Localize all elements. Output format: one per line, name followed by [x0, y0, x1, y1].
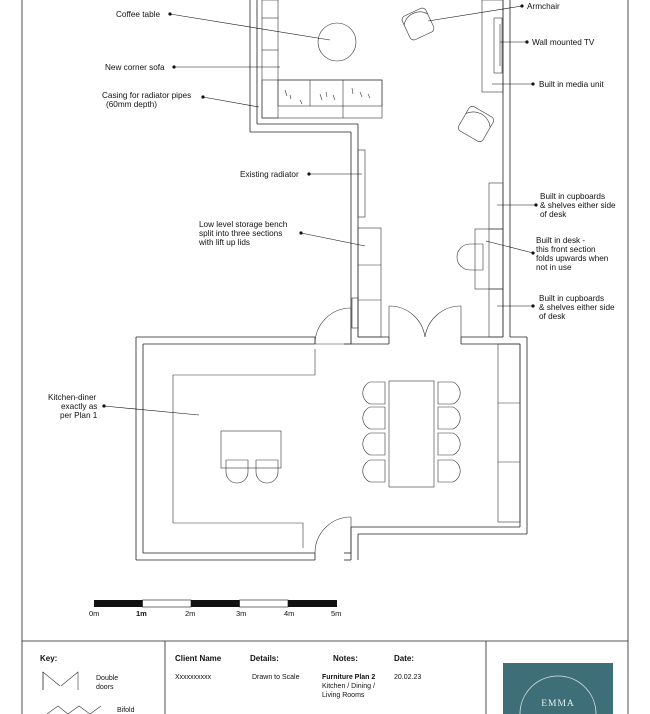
scale-tick-0: 0m: [89, 609, 100, 618]
annotation-new-sofa: [105, 63, 280, 72]
details-value: Drawn to Scale: [252, 674, 300, 681]
annotation-casing: [102, 91, 259, 109]
label-desk-4: not in use: [536, 263, 572, 272]
notes-value-2: Kitchen / Dining /: [322, 683, 375, 690]
label-cupboards-top-3: of desk: [540, 210, 567, 219]
armchair-lower: [457, 105, 495, 143]
label-casing-line1: Casing for radiator pipes: [102, 91, 192, 100]
media-unit: [482, 0, 503, 92]
dining-table: [363, 381, 460, 487]
key-double-label-1: Double: [96, 675, 119, 682]
label-kitchen-2: exactly as: [61, 402, 98, 411]
label-new-sofa: New corner sofa: [105, 63, 165, 72]
annotation-coffee-table: [116, 10, 330, 40]
label-kitchen-1: Kitchen-diner: [48, 393, 97, 402]
client-value: Xxxxxxxxxx: [175, 674, 212, 681]
annotation-media-unit: [492, 80, 604, 89]
label-wall-tv: Wall mounted TV: [532, 38, 595, 47]
label-cupboards-top-2: & shelves either side: [540, 201, 616, 210]
title-block: [40, 641, 613, 714]
label-kitchen-3: per Plan 1: [60, 411, 98, 420]
scale-tick-5: 5m: [331, 609, 342, 618]
label-cupboards-bottom-3: of desk: [539, 312, 566, 321]
scale-tick-4: 4m: [284, 609, 295, 618]
scale-tick-1: 1m: [136, 609, 147, 618]
label-bench-2: split into three sections: [199, 229, 283, 238]
label-radiator: Existing radiator: [240, 170, 299, 179]
door-swings: [315, 306, 461, 553]
walls: [136, 0, 527, 560]
label-media-unit: Built in media unit: [539, 80, 604, 89]
scale-tick-3: 3m: [236, 609, 247, 618]
scale-bar: [89, 600, 341, 618]
annotation-kitchen: [48, 393, 199, 420]
bifold-doors-icon: [47, 706, 101, 714]
label-armchair: Armchair: [527, 2, 560, 11]
date-value: 20.02.23: [394, 674, 422, 681]
label-coffee-table: Coffee table: [116, 10, 161, 19]
annotation-radiator: [240, 170, 362, 179]
annotation-cupboards-top: [497, 192, 616, 219]
annotation-bench: [198, 220, 365, 247]
radiator: [358, 150, 365, 217]
label-bench-1: Low level storage bench: [199, 220, 288, 229]
notes-value-1: Furniture Plan 2: [322, 674, 376, 681]
date-heading: Date:: [394, 654, 415, 663]
key-heading: Key:: [40, 654, 58, 663]
label-bench-3: with lift up lids: [199, 238, 250, 247]
double-doors-icon: [43, 672, 78, 690]
details-heading: Details:: [250, 654, 279, 663]
label-cupboards-bottom-2: & shelves either side: [539, 303, 615, 312]
label-cupboards-bottom-1: Built in cupboards: [539, 294, 605, 303]
label-casing-line2: (60mm depth): [106, 100, 157, 109]
label-desk-1: Built in desk -: [536, 236, 586, 245]
client-heading: Client Name: [175, 654, 222, 663]
corner-sofa: [262, 0, 382, 118]
company-logo: [503, 663, 613, 714]
annotation-wall-tv: [500, 38, 595, 47]
key-bifold-label: Bifold: [117, 707, 135, 714]
key-double-label-2: doors: [96, 684, 114, 691]
annotation-cupboards-bottom: [497, 294, 615, 321]
label-cupboards-top-1: Built in cupboards: [540, 192, 606, 201]
coffee-table: [318, 23, 356, 61]
armchair-top: [401, 7, 436, 42]
built-in-desk: [457, 183, 503, 337]
label-desk-3: folds upwards when: [536, 254, 609, 263]
notes-value-3: Living Rooms: [322, 692, 365, 699]
notes-heading: Notes:: [333, 654, 358, 663]
logo-text: EMMA: [541, 699, 575, 709]
annotation-desk: [486, 236, 609, 272]
scale-tick-2: 2m: [185, 609, 196, 618]
label-desk-2: this front section: [536, 245, 596, 254]
